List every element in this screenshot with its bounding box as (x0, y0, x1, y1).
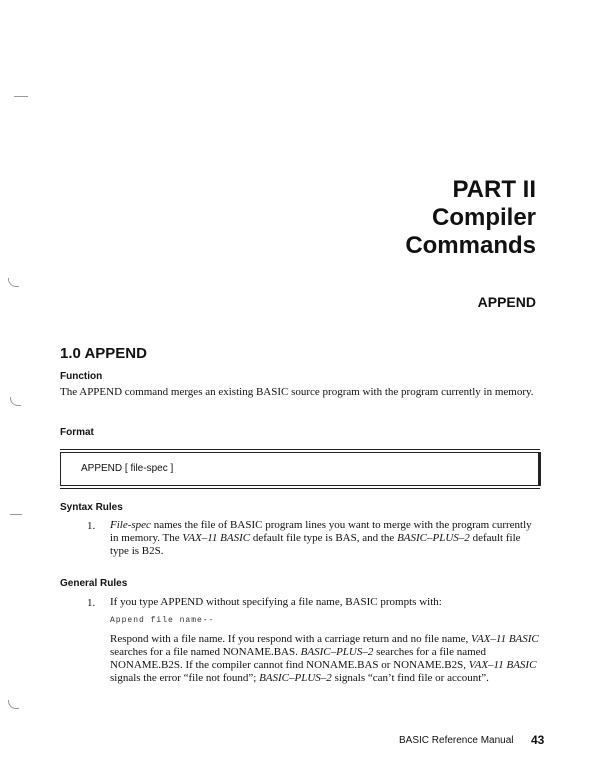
footer-manual-title: BASIC Reference Manual (399, 735, 514, 746)
margin-mark (10, 514, 22, 515)
margin-mark (14, 96, 28, 97)
section-heading: 1.0 APPEND (60, 345, 147, 362)
format-box (60, 452, 541, 486)
general-rule-number: 1. (87, 597, 96, 609)
format-label: Format (60, 427, 94, 438)
margin-mark (8, 278, 19, 287)
function-label: Function (60, 371, 103, 382)
general-rule-continued: Respond with a file name. If you respond with a carriage return and no file name, VAX–11 BASIC searches for a file named NONAME.BAS. BASIC–PLUS–2 searches for a file named NONAME.B2S. If the compiler cannot find NONAME.BAS or NONAME.B2S, VAX–11 BASIC signals the error “file not found”; BASIC–PLUS–2 signals “can’t find file or account”. (110, 633, 539, 684)
general-rules-label: General Rules (60, 578, 128, 589)
syntax-rule-text: File-spec names the file of BASIC program lines you want to merge with the program currently in memory. The VAX–11 BASIC default file type is BAS, and the BASIC–PLUS–2 default file type is B2S. (110, 519, 532, 557)
prompt-example: Append file name-- (110, 616, 215, 625)
margin-mark (10, 397, 21, 406)
syntax-rules-label: Syntax Rules (60, 502, 123, 513)
part-title (405, 176, 536, 260)
format-rule-bottom (60, 488, 540, 489)
footer-page-number: 43 (531, 733, 545, 747)
syntax-rule-term: File-spec (110, 519, 151, 531)
part-title-line-1: Compiler (431, 204, 536, 231)
margin-mark (8, 700, 19, 709)
function-text: The APPEND command merges an existing BASIC source program with the program currently in memory. (60, 386, 534, 398)
general-rule-text: If you type APPEND without specifying a file name, BASIC prompts with: (110, 596, 442, 608)
syntax-rule-number: 1. (87, 520, 96, 532)
part-title-line-2: Commands (405, 232, 536, 259)
part-number: PART II (452, 176, 536, 203)
section-tag: APPEND (477, 294, 536, 310)
format-syntax: APPEND [ file-spec ] (81, 463, 174, 474)
format-rule-top (60, 449, 540, 450)
